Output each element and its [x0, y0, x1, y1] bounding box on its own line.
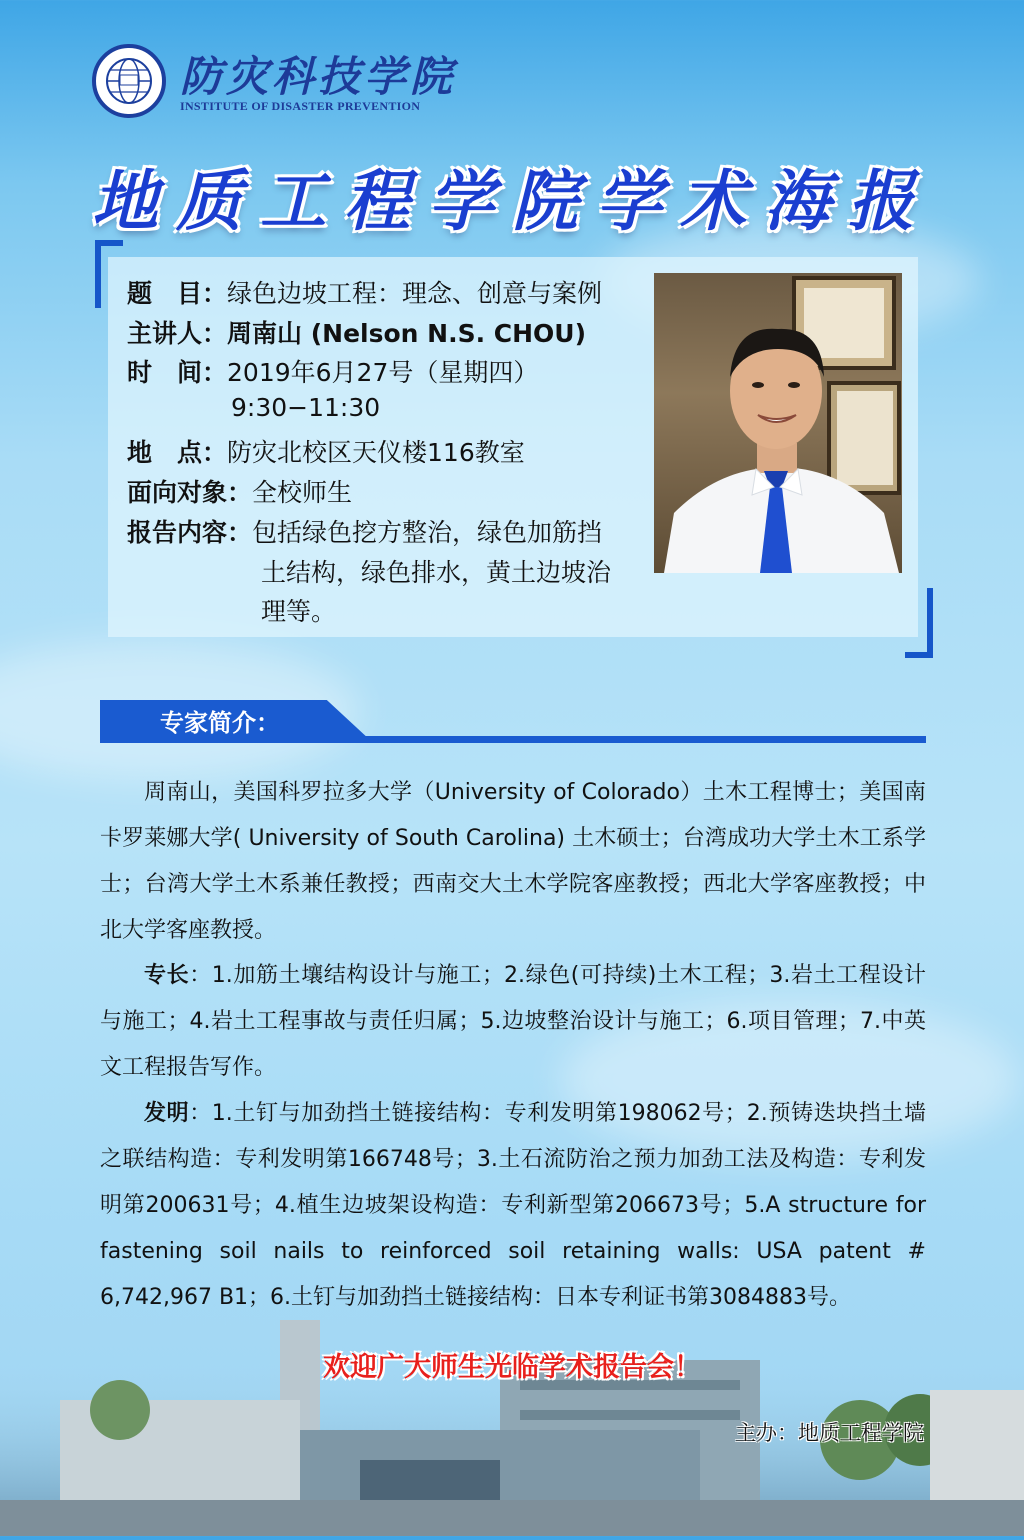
bio-invention-label: 发明	[144, 1101, 190, 1126]
info-speaker-label: 主讲人：	[127, 319, 228, 348]
info-time-value: 2019年6月27号（星期四）	[227, 358, 539, 387]
bio-invention-text: ：1.土钉与加劲挡土链接结构：专利发明第198062号；2.预铸迭块挡土墙之联结构造：专利发明第166748号；3.土石流防治之预力加劲工法及构造：专利发明第200631号；4.植生边坡架设构造：专利新型第206673号；5.A structure for fastening soil nails to reinforced soil retaining walls: USA patent # 6,742,967 B1；6.土钉与加劲挡土链接结构：日本专利证书第3084883号。	[100, 1101, 926, 1310]
section-title: 专家简介：	[160, 709, 280, 737]
info-time-hours: 9:30−11:30	[231, 393, 381, 422]
bio-specialty	[100, 953, 926, 1091]
bio-specialty-text: ：1.加筋土壤结构设计与施工；2.绿色(可持续)土木工程；3.岩土工程设计与施工；4.岩土工程事故与责任归属；5.边坡整治设计与施工；6.项目管理；7.中英文工程报告写作。	[100, 963, 926, 1080]
info-content	[127, 513, 602, 549]
info-audience-value: 全校师生	[252, 478, 353, 507]
info-content-line3: 理等。	[261, 597, 337, 626]
institute-name-cn: 防灾科技学院	[180, 52, 457, 101]
speaker-photo	[654, 273, 902, 573]
info-content-label: 报告内容：	[127, 518, 253, 547]
institute-logo	[92, 44, 166, 118]
frame-corner-bottom-right	[905, 588, 933, 658]
poster-title: 地质工程学院学术海报	[92, 162, 932, 240]
bio-invention	[100, 1091, 926, 1321]
bio-specialty-label: 专长	[144, 963, 190, 988]
info-topic-value: 绿色边坡工程：理念、创意与案例	[227, 279, 603, 308]
welcome-message: 欢迎广大师生光临学术报告会！	[323, 1352, 701, 1383]
info-place-value: 防灾北校区天仪楼116教室	[227, 438, 525, 467]
info-place	[127, 433, 525, 469]
info-topic-label: 题 目：	[127, 279, 228, 308]
institute-name-en: INSTITUTE OF DISASTER PREVENTION	[180, 99, 421, 113]
bio-intro: 周南山，美国科罗拉多大学（University of Colorado）土木工程博士；美国南卡罗莱娜大学( University of South Carolina) 土木硕士；台湾成功大学土木工系学士；台湾大学土木系兼任教授；西南交大土木学院客座教授；西北大学客座教授；中北大学客座教授。	[100, 780, 926, 943]
info-audience-label: 面向对象：	[127, 478, 253, 507]
info-content-line2: 土结构，绿色排水，黄土边坡治	[261, 558, 612, 587]
info-place-label: 地 点：	[127, 438, 228, 467]
info-speaker	[127, 314, 586, 350]
info-audience	[127, 473, 352, 509]
info-topic	[127, 274, 602, 310]
info-content-line1: 包括绿色挖方整治，绿色加筋挡	[252, 518, 603, 547]
info-time	[127, 353, 538, 389]
info-speaker-value: 周南山 (Nelson N.S. CHOU)	[227, 319, 587, 348]
host-organizer: 主办：地质工程学院	[735, 1421, 924, 1445]
info-time-label: 时 间：	[127, 358, 228, 387]
